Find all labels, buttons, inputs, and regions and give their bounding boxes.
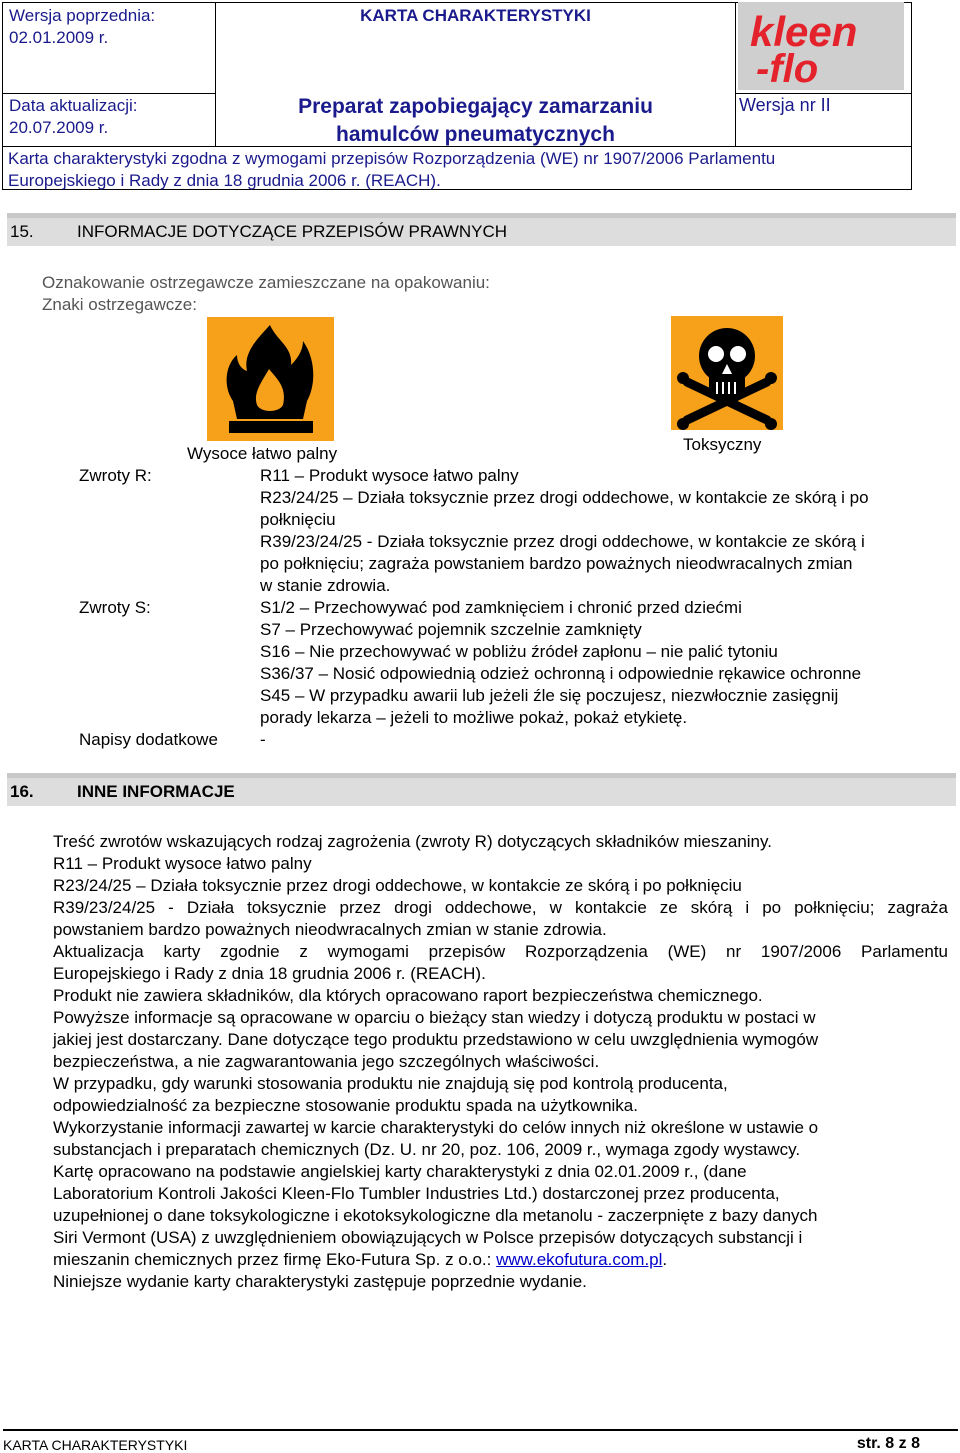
previous-version <box>9 5 155 49</box>
r-phrase: połknięciu <box>260 510 336 529</box>
r-phrase: R11 – Produkt wysoce łatwo palny <box>260 466 519 485</box>
body-line: substancjach i preparatach chemicznych (Dz. U. nr 20, poz. 106, 2009 r., wymaga zgody wystawcy. <box>53 1140 801 1159</box>
body-line: R23/24/25 – Działa toksycznie przez drogi oddechowe, w kontakcie ze skórą i po połknięciu <box>53 876 742 895</box>
prev-version-date: 02.01.2009 r. <box>9 28 109 47</box>
labeling-intro: Oznakowanie ostrzegawcze zamieszczane na opakowaniu: <box>42 273 490 292</box>
doc-title: KARTA CHARAKTERYSTYKI <box>360 6 591 25</box>
product-line-1: Preparat zapobiegający zamarzaniu <box>298 95 653 118</box>
r-phrase: w stanie zdrowia. <box>260 576 391 595</box>
s-phrase: S45 – W przypadku awarii lub jeżeli źle się poczujesz, niezwłocznie zasięgnij <box>260 686 839 705</box>
update-date <box>9 95 138 139</box>
flammable-caption: Wysoce łatwo palny <box>187 444 338 463</box>
body-line-with-link <box>53 1249 948 1271</box>
s-phrase: S36/37 – Nosić odpowiednią odzież ochronną i odpowiednie rękawice ochronne <box>260 664 862 683</box>
skull-crossbones-icon <box>671 316 783 430</box>
section-15-title: INFORMACJE DOTYCZĄCE PRZEPISÓW PRAWNYCH <box>77 222 508 241</box>
svg-text:-flo: -flo <box>756 47 819 90</box>
section-16-heading <box>7 773 956 806</box>
extra-value: - <box>260 730 266 749</box>
body-line: Wykorzystanie informacji zawartej w karcie charakterystyki do celów innych niż określone w ustawie o <box>53 1118 819 1137</box>
body-line: uzupełnionej o dane toksykologiczne i ekotoksykologiczne dla metanolu - zaczerpnięte z bazy danych <box>53 1206 818 1225</box>
s-phrase: S1/2 – Przechowywać pod zamknięciem i chronić przed dziećmi <box>260 598 742 617</box>
r-phrase: po połknięciu; zagraża powstaniem bardzo poważnych nieodwracalnych zmian <box>260 554 853 573</box>
section-15-heading <box>7 213 956 246</box>
page-number: str. 8 z 8 <box>856 1435 920 1452</box>
body-line: W przypadku, gdy warunki stosowania produktu nie znajdują się pod kontrolą producenta, <box>53 1074 728 1093</box>
compliance-line-1: Karta charakterystyki zgodna z wymogami przepisów Rozporządzenia (WE) nr 1907/2006 Parlamentu <box>8 149 776 168</box>
compliance-note <box>8 148 775 192</box>
body-line: Powyższe informacje są opracowane w oparciu o bieżący stan wiedzy i dotyczą produktu w postaci w <box>53 1008 816 1027</box>
warning-signs-label: Znaki ostrzegawcze: <box>42 295 197 314</box>
product-line-2: hamulców pneumatycznych <box>336 123 615 146</box>
kleen-flo-logo <box>738 2 904 90</box>
body-line: Treść zwrotów wskazujących rodzaj zagrożenia (zwroty R) dotyczących składników mieszaniny. <box>53 832 772 851</box>
prev-version-label: Wersja poprzednia: <box>9 6 156 25</box>
s-phrases-label: Zwroty S: <box>79 598 151 617</box>
body-line: Aktualizacja karty zgodnie z wymogami przepisów Rozporządzenia (WE) nr 1907/2006 Parlamentu <box>53 942 948 961</box>
footer-title: KARTA CHARAKTERYSTYKI <box>3 1437 188 1453</box>
toxic-caption: Toksyczny <box>683 435 762 454</box>
extra-label: Napisy dodatkowe <box>79 730 218 749</box>
r-phrases-list <box>260 465 869 597</box>
flame-icon <box>207 317 334 441</box>
body-line: bezpieczeństwa, a nie zagwarantowania jego szczególnych właściwości. <box>53 1052 600 1071</box>
r-phrase: R39/23/24/25 - Działa toksycznie przez drogi oddechowe, w kontakcie ze skórą i <box>260 532 865 551</box>
body-line-last: Niniejsze wydanie karty charakterystyki zastępuje poprzednie wydanie. <box>53 1272 587 1291</box>
ekofutura-link[interactable]: www.ekofutura.com.pl <box>496 1250 663 1269</box>
svg-text:kleen: kleen <box>750 8 858 55</box>
body-line: R11 – Produkt wysoce łatwo palny <box>53 854 312 873</box>
body-line: Laboratorium Kontroli Jakości Kleen-Flo Tumbler Industries Ltd.) dostarczonej przez producenta, <box>53 1184 780 1203</box>
body-line: Siri Vermont (USA) z uwzględnieniem obowiązujących w Polsce przepisów dotyczących substancji i <box>53 1228 803 1247</box>
body-line: Europejskiego i Rady z dnia 18 grudnia 2006 r. (REACH). <box>53 964 486 983</box>
link-line-suffix: . <box>662 1250 668 1269</box>
body-line: Produkt nie zawiera składników, dla których opracowano raport bezpieczeństwa chemicznego. <box>53 986 763 1005</box>
s-phrase: S16 – Nie przechowywać w pobliżu źródeł zapłonu – nie palić tytoniu <box>260 642 778 661</box>
section-16-body <box>53 831 948 1293</box>
page-footer <box>3 1429 958 1453</box>
product-name <box>216 93 735 149</box>
version-number: Wersja nr II <box>739 95 831 115</box>
s-phrases-list <box>260 597 861 729</box>
body-line: powstaniem bardzo poważnych nieodwracalnych zmian w stanie zdrowia. <box>53 920 607 939</box>
body-line: odpowiedzialność za bezpieczne stosowanie produktu spada na użytkownika. <box>53 1096 638 1115</box>
section-16-number: 16. <box>10 782 34 801</box>
section-16-title: INNE INFORMACJE <box>77 782 235 801</box>
compliance-line-2: Europejskiego i Rady z dnia 18 grudnia 2006 r. (REACH). <box>8 171 441 190</box>
update-label: Data aktualizacji: <box>9 96 138 115</box>
r-phrases-label: Zwroty R: <box>79 466 152 485</box>
s-phrase: S7 – Przechowywać pojemnik szczelnie zamknięty <box>260 620 642 639</box>
section-15-number: 15. <box>10 222 34 241</box>
body-line: Kartę opracowano na podstawie angielskiej karty charakterystyki z dnia 02.01.2009 r., (dane <box>53 1162 747 1181</box>
s-phrase: porady lekarza – jeżeli to możliwe pokaż, pokaż etykietę. <box>260 708 688 727</box>
body-line: R39/23/24/25 - Działa toksycznie przez drogi oddechowe, w kontakcie ze skórą i po połknięciu; zagraża <box>53 898 948 917</box>
body-line: jakiej jest dostarczany. Dane dotyczące tego produktu przedstawiono w celu uwzględnienia wymogów <box>53 1030 819 1049</box>
link-line-prefix: mieszanin chemicznych przez firmę Eko-Futura Sp. z o.o.: <box>53 1250 497 1269</box>
r-phrase: R23/24/25 – Działa toksycznie przez drogi oddechowe, w kontakcie ze skórą i po <box>260 488 869 507</box>
update-date-value: 20.07.2009 r. <box>9 118 109 137</box>
